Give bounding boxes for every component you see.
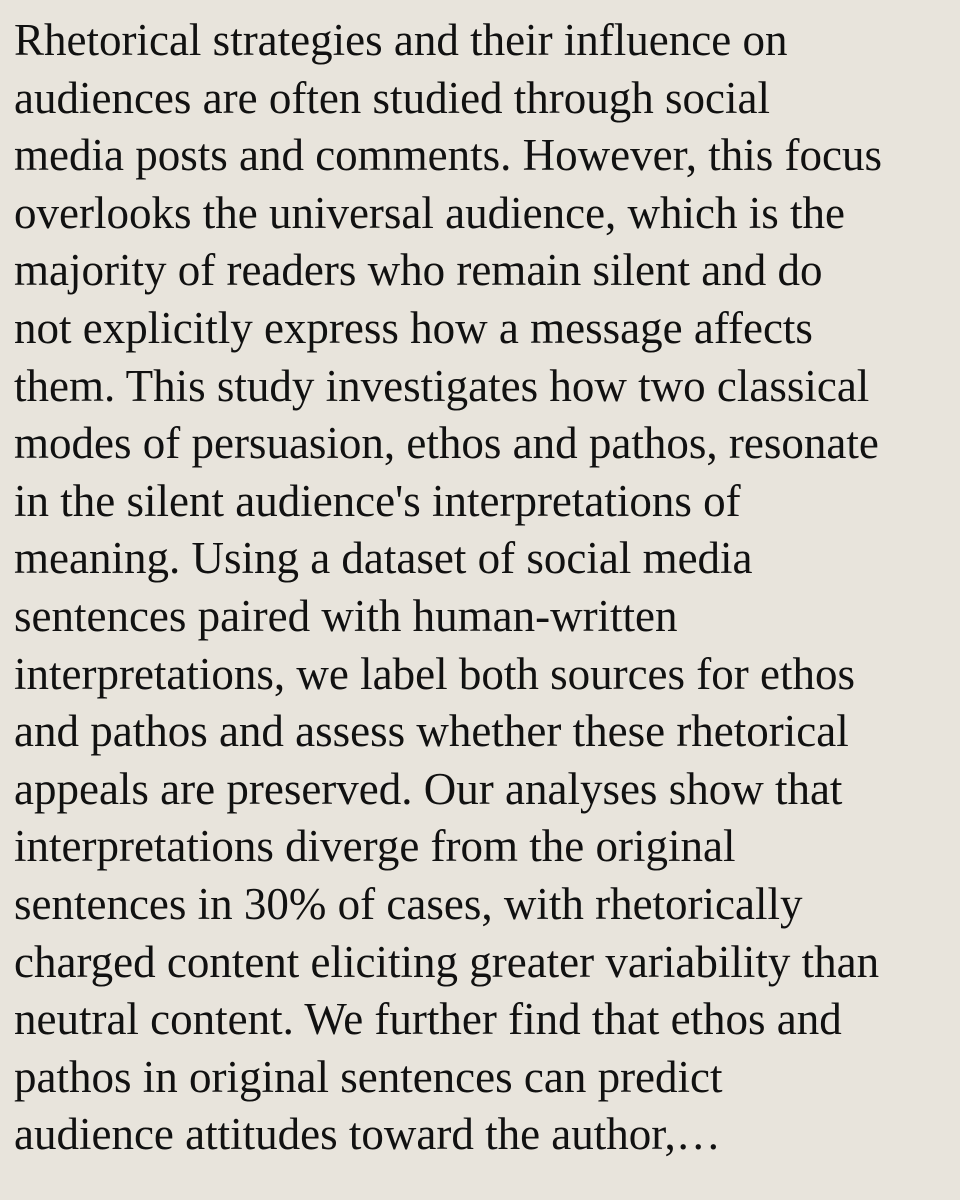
abstract-line-19: pathos in original sentences can predict	[14, 1051, 723, 1102]
abstract-line-5: majority of readers who remain silent and do	[14, 245, 823, 296]
abstract-line-15: interpretations diverge from the original	[14, 821, 736, 872]
abstract-line-18: neutral content. We further find that ethos and	[14, 994, 842, 1045]
abstract-line-4: overlooks the universal audience, which is the	[14, 187, 846, 238]
abstract-line-20: audience attitudes toward the author,…	[14, 1109, 721, 1160]
abstract-line-1: Rhetorical strategies and their influence on	[14, 15, 788, 65]
abstract-line-2: audiences are often studied through social	[14, 72, 770, 123]
abstract-line-12: interpretations, we label both sources for ethos	[14, 648, 856, 699]
abstract-line-11: sentences paired with human-written	[14, 590, 678, 641]
abstract-line-9: in the silent audience's interpretations of	[14, 475, 741, 526]
abstract-line-8: modes of persuasion, ethos and pathos, resonate	[14, 418, 879, 469]
abstract-line-17: charged content eliciting greater variability than	[14, 936, 880, 987]
abstract-line-3: media posts and comments. However, this focus	[14, 130, 883, 181]
abstract-line-7: them. This study investigates how two classical	[14, 360, 870, 411]
abstract-line-14: appeals are preserved. Our analyses show that	[14, 763, 843, 814]
abstract-text	[14, 12, 946, 1164]
abstract-line-10: meaning. Using a dataset of social media	[14, 533, 753, 584]
abstract-line-6: not explicitly express how a message affects	[14, 302, 813, 353]
abstract-line-16: sentences in 30% of cases, with rhetorically	[14, 878, 803, 929]
abstract-line-13: and pathos and assess whether these rhetorical	[14, 706, 849, 757]
